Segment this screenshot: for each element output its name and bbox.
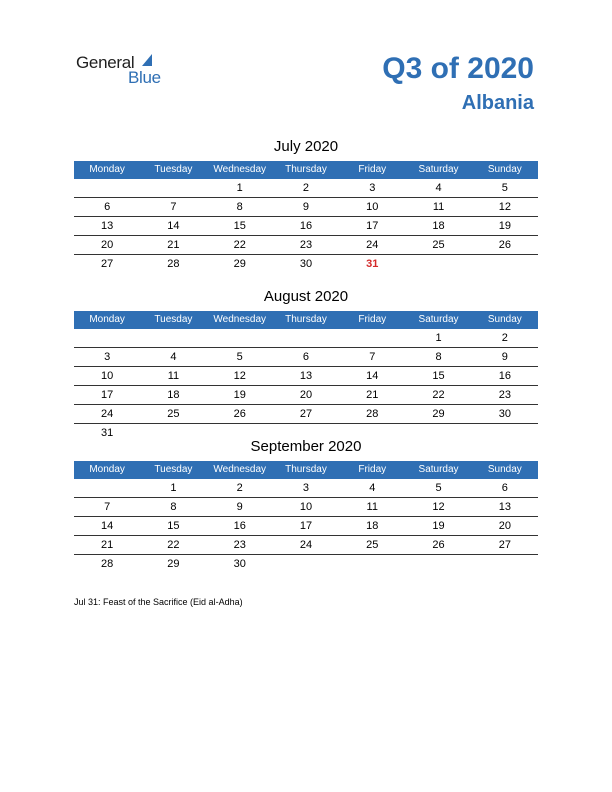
weekday-friday: Friday	[358, 164, 387, 175]
logo	[76, 52, 176, 92]
day-cell: 23	[299, 239, 313, 251]
week-row	[74, 498, 538, 517]
week-row	[74, 405, 538, 424]
holiday-note: Jul 31: Feast of the Sacrifice (Eid al-Adha)	[74, 597, 243, 607]
day-cell: 26	[233, 408, 246, 420]
day-cell: 29	[167, 558, 180, 570]
day-cell: 11	[366, 501, 378, 513]
day-cell: 7	[369, 351, 376, 363]
day-cell: 13	[498, 501, 511, 513]
day-cell: 12	[233, 370, 246, 382]
weekday-header	[74, 161, 538, 179]
day-cell: 17	[299, 520, 313, 532]
weekday-sunday: Sunday	[487, 164, 522, 175]
day-cell: 18	[366, 520, 379, 532]
weekday-friday: Friday	[358, 464, 387, 475]
day-cell: 3	[302, 482, 310, 494]
day-cell: 16	[498, 370, 511, 382]
day-cell: 4	[369, 482, 376, 494]
weekday-wednesday: Wednesday	[213, 314, 267, 325]
day-cell: 24	[366, 239, 379, 251]
day-cell: 4	[170, 351, 177, 363]
day-cell: 27	[101, 258, 114, 270]
day-cell: 31	[101, 427, 114, 439]
day-cell: 4	[435, 182, 442, 194]
day-cell: 10	[101, 370, 114, 382]
day-cell: 8	[170, 501, 177, 513]
day-cell: 20	[299, 389, 313, 401]
empty-day-cell	[405, 555, 471, 573]
day-cell: 19	[432, 520, 445, 532]
day-cell: 8	[435, 351, 442, 363]
weekday-header	[74, 311, 538, 329]
weekday-friday: Friday	[358, 314, 387, 325]
weekday-header	[74, 461, 538, 479]
day-cell: 21	[101, 539, 114, 551]
day-cell: 9	[302, 201, 310, 213]
day-cell: 2	[501, 332, 508, 344]
day-cell: 3	[104, 351, 111, 363]
week-row	[74, 217, 538, 236]
empty-day-cell	[339, 329, 405, 347]
day-cell: 14	[366, 370, 379, 382]
weekday-sunday: Sunday	[487, 464, 522, 475]
day-cell: 18	[432, 220, 445, 232]
page-title: Q3 of 2020	[382, 52, 534, 85]
day-cell: 30	[498, 408, 511, 420]
day-cell: 26	[498, 239, 511, 251]
weekday-thursday: Thursday	[285, 314, 327, 325]
weekday-wednesday: Wednesday	[213, 464, 267, 475]
day-cell: 14	[167, 220, 180, 232]
day-cell: 30	[299, 258, 313, 270]
day-cell: 30	[233, 558, 246, 570]
empty-day-cell	[74, 479, 140, 497]
week-row	[74, 255, 538, 273]
month-september	[74, 437, 538, 573]
day-cell: 13	[101, 220, 114, 232]
weekday-sunday: Sunday	[487, 314, 522, 325]
empty-day-cell	[74, 179, 140, 197]
day-cell: 6	[501, 482, 508, 494]
day-cell: 3	[369, 182, 376, 194]
empty-day-cell	[140, 329, 206, 347]
week-row	[74, 198, 538, 217]
week-row	[74, 555, 538, 573]
week-row	[74, 479, 538, 498]
weekday-monday: Monday	[89, 314, 125, 325]
empty-day-cell	[405, 255, 471, 273]
month-title: July 2020	[273, 138, 339, 155]
day-cell: 20	[498, 520, 511, 532]
empty-day-cell	[273, 329, 339, 347]
day-cell: 23	[498, 389, 511, 401]
logo-blue-text: Blue	[128, 68, 161, 87]
weekday-thursday: Thursday	[285, 164, 327, 175]
month-july	[74, 137, 538, 273]
day-cell: 25	[366, 539, 379, 551]
day-cell: 8	[236, 201, 243, 213]
day-cell: 19	[233, 389, 246, 401]
day-cell: 15	[233, 220, 246, 232]
empty-day-cell	[74, 329, 140, 347]
day-cell: 28	[101, 558, 114, 570]
day-cell: 11	[167, 370, 180, 382]
weekday-tuesday: Tuesday	[154, 464, 193, 475]
day-cell: 27	[299, 408, 313, 420]
weekday-tuesday: Tuesday	[154, 164, 193, 175]
day-cell: 12	[432, 501, 445, 513]
day-cell: 2	[236, 482, 243, 494]
weekday-wednesday: Wednesday	[213, 164, 267, 175]
weekday-tuesday: Tuesday	[154, 314, 193, 325]
day-cell: 6	[104, 201, 111, 213]
day-cell: 1	[435, 332, 442, 344]
week-row	[74, 536, 538, 555]
day-cell: 28	[366, 408, 379, 420]
weekday-saturday: Saturday	[418, 164, 459, 175]
day-cell: 9	[501, 351, 508, 363]
day-cell: 25	[432, 239, 445, 251]
day-cell: 22	[432, 389, 445, 401]
day-cell: 11	[432, 201, 445, 213]
day-cell: 27	[498, 539, 511, 551]
empty-day-cell	[472, 555, 538, 573]
day-cell: 15	[167, 520, 180, 532]
country-name: Albania	[461, 92, 534, 114]
weekday-monday: Monday	[89, 464, 125, 475]
weekday-monday: Monday	[89, 164, 125, 175]
empty-day-cell	[472, 255, 538, 273]
day-cell: 25	[167, 408, 180, 420]
day-cell: 15	[432, 370, 445, 382]
day-cell: 13	[299, 370, 313, 382]
empty-day-cell	[140, 179, 206, 197]
day-cell: 28	[167, 258, 180, 270]
day-cell: 12	[498, 201, 511, 213]
day-cell: 5	[435, 482, 442, 494]
day-cell: 9	[236, 501, 243, 513]
logo-triangle-icon	[142, 54, 152, 66]
day-cell: 18	[167, 389, 180, 401]
day-cell: 16	[299, 220, 313, 232]
day-cell: 1	[236, 182, 243, 194]
day-cell: 5	[501, 182, 508, 194]
day-cell: 17	[366, 220, 379, 232]
weekday-saturday: Saturday	[418, 464, 459, 475]
day-cell: 17	[101, 389, 114, 401]
month-title: August 2020	[263, 288, 349, 305]
day-cell: 14	[101, 520, 114, 532]
week-row	[74, 329, 538, 348]
day-cell: 31	[366, 258, 379, 270]
week-row	[74, 386, 538, 405]
day-cell: 24	[299, 539, 313, 551]
logo-general-text: General	[76, 53, 135, 72]
month-title: September 2020	[250, 438, 362, 455]
day-cell: 10	[366, 201, 379, 213]
day-cell: 22	[233, 239, 246, 251]
day-cell: 21	[366, 389, 379, 401]
day-cell: 5	[236, 351, 243, 363]
week-row	[74, 517, 538, 536]
day-cell: 6	[302, 351, 310, 363]
day-cell: 26	[432, 539, 445, 551]
empty-day-cell	[207, 329, 273, 347]
day-cell: 2	[302, 182, 310, 194]
day-cell: 21	[167, 239, 180, 251]
weekday-saturday: Saturday	[418, 314, 459, 325]
day-cell: 29	[432, 408, 445, 420]
day-cell: 10	[299, 501, 313, 513]
day-cell: 29	[233, 258, 246, 270]
day-cell: 16	[233, 520, 246, 532]
day-cell: 22	[167, 539, 180, 551]
empty-day-cell	[339, 555, 405, 573]
weekday-thursday: Thursday	[285, 464, 327, 475]
day-cell: 7	[170, 201, 177, 213]
day-cell: 1	[170, 482, 177, 494]
day-cell: 24	[101, 408, 114, 420]
empty-day-cell	[273, 555, 339, 573]
day-cell: 20	[101, 239, 114, 251]
month-august	[74, 287, 538, 442]
day-cell: 7	[104, 501, 111, 513]
week-row	[74, 179, 538, 198]
week-row	[74, 348, 538, 367]
day-cell: 23	[233, 539, 246, 551]
week-row	[74, 367, 538, 386]
week-row	[74, 236, 538, 255]
day-cell: 19	[498, 220, 511, 232]
